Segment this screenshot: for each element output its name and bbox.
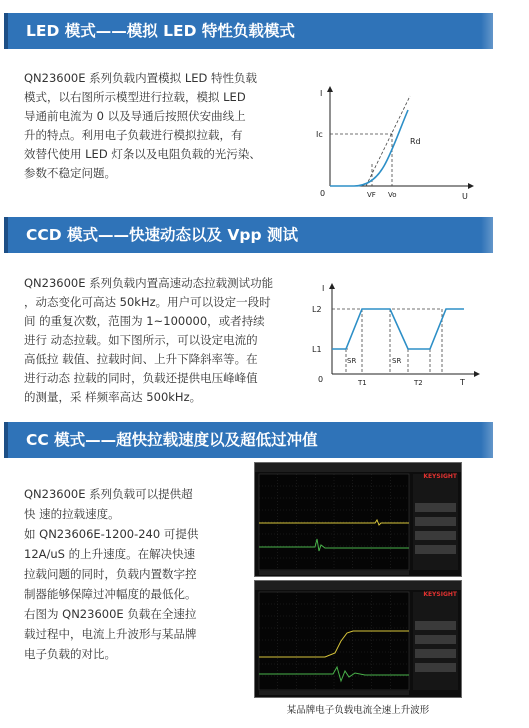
led-ic-label: Ic [316, 130, 323, 139]
ccd-l1-label: L1 [312, 345, 322, 354]
section-title-led: LED 模式——模拟 LED 特性负载模式 [26, 22, 295, 40]
scope-screenshot-top [254, 462, 462, 577]
ccd-sr-label: SR [392, 357, 402, 365]
keysight-logo: KEYSIGHT [423, 473, 457, 480]
led-rd-label: Rd [410, 137, 421, 146]
ccd-line: 间 的重复次数，范围为 1~100000，或者持续 [24, 314, 265, 328]
ccd-dynamic-figure [304, 279, 494, 391]
led-line: 导通前电流为 0 以及导通后按照伏安曲线上 [24, 109, 246, 123]
led-line: 升的特点。利用电子负载进行模拟拉载，有 [24, 128, 243, 142]
cc-line: 如 QN23606E-1200-240 可提供 [24, 527, 199, 541]
ccd-line: ，动态变化可高达 50kHz。用户可以设定一段时 [24, 295, 271, 309]
led-iv-curve [330, 110, 408, 186]
cc-line: 快 速的拉载速度。 [24, 507, 120, 521]
keysight-logo: KEYSIGHT [423, 591, 457, 598]
led-x-arrow-icon [468, 183, 474, 189]
cc-line: 拉载问题的同时，负载内置数字控 [24, 567, 197, 581]
ccd-line: QN23600E 系列负载内置高速动态拉载测试功能 [24, 276, 274, 290]
led-y-label: I [320, 89, 323, 98]
section-title-ccd: CCD 模式——快速动态以及 Vpp 测试 [26, 226, 298, 244]
section-banner-cc [4, 422, 493, 458]
cc-line: 制器能够保障过冲幅度的最低化。 [24, 587, 197, 601]
scope-plot-bottom [255, 581, 461, 697]
scope-screenshot-bottom [254, 580, 462, 698]
section-banner-ccd [4, 217, 493, 253]
cc-line: 电子负载的对比。 [24, 647, 116, 661]
led-line: 模式，以右图所示模型进行拉载，模拟 LED [24, 90, 246, 104]
led-line: QN23600E 系列负载内置模拟 LED 特性负载 [24, 71, 257, 85]
ccd-x-arrow-icon [474, 371, 480, 377]
ccd-x-label: T [460, 378, 465, 387]
led-rd-tangent [366, 96, 410, 186]
scope-status-bar [259, 691, 409, 695]
cc-line: 右图为 QN23600E 负载在全速拉 [24, 607, 197, 621]
ccd-line: 进行 动态拉载。如下图所示，可以设定电流的 [24, 333, 258, 347]
led-line: 效替代使用 LED 灯条以及电阻负载的光污染、 [24, 147, 261, 161]
ccd-sr-label: SR [347, 357, 357, 365]
led-vf-label: VF [367, 191, 376, 199]
led-x-label: U [462, 192, 468, 201]
cc-description [24, 484, 198, 664]
led-iv-figure [296, 76, 486, 202]
ccd-line: 的测量，采 样频率高达 500kHz。 [24, 390, 202, 404]
ccd-waveform [332, 309, 464, 349]
ccd-y-label: I [322, 284, 325, 293]
ccd-t1-label: T1 [358, 379, 367, 387]
section-title-cc: CC 模式——超快拉载速度以及超低过冲值 [26, 431, 318, 449]
led-vo-label: Vo [388, 191, 397, 199]
ccd-t2-label: T2 [414, 379, 423, 387]
ccd-line: 进行动态 拉载的同时，负载还提供电压峰峰值 [24, 371, 258, 385]
scope-caption: 某品牌电子负载电流全速上升波形 [286, 705, 430, 716]
ccd-description [24, 274, 273, 407]
ccd-origin-label: 0 [318, 375, 324, 384]
cc-line: 载过程中，电流上升波形与某品牌 [24, 627, 197, 641]
ccd-l2-label: L2 [312, 305, 322, 314]
led-y-arrow-icon [327, 86, 333, 92]
cc-line: QN23600E 系列负载可以提供超 [24, 487, 193, 501]
scope-status-bar [259, 571, 409, 575]
ccd-y-arrow-icon [329, 283, 335, 289]
led-description [24, 69, 261, 183]
led-origin-label: 0 [320, 189, 326, 198]
cc-line: 12A/uS 的上升速度。在解决快速 [24, 547, 196, 561]
ccd-line: 高低拉 载值、拉载时间、上升下降斜率等。在 [24, 352, 258, 366]
led-line: 参数不稳定问题。 [24, 166, 116, 180]
section-banner-led [4, 13, 493, 49]
